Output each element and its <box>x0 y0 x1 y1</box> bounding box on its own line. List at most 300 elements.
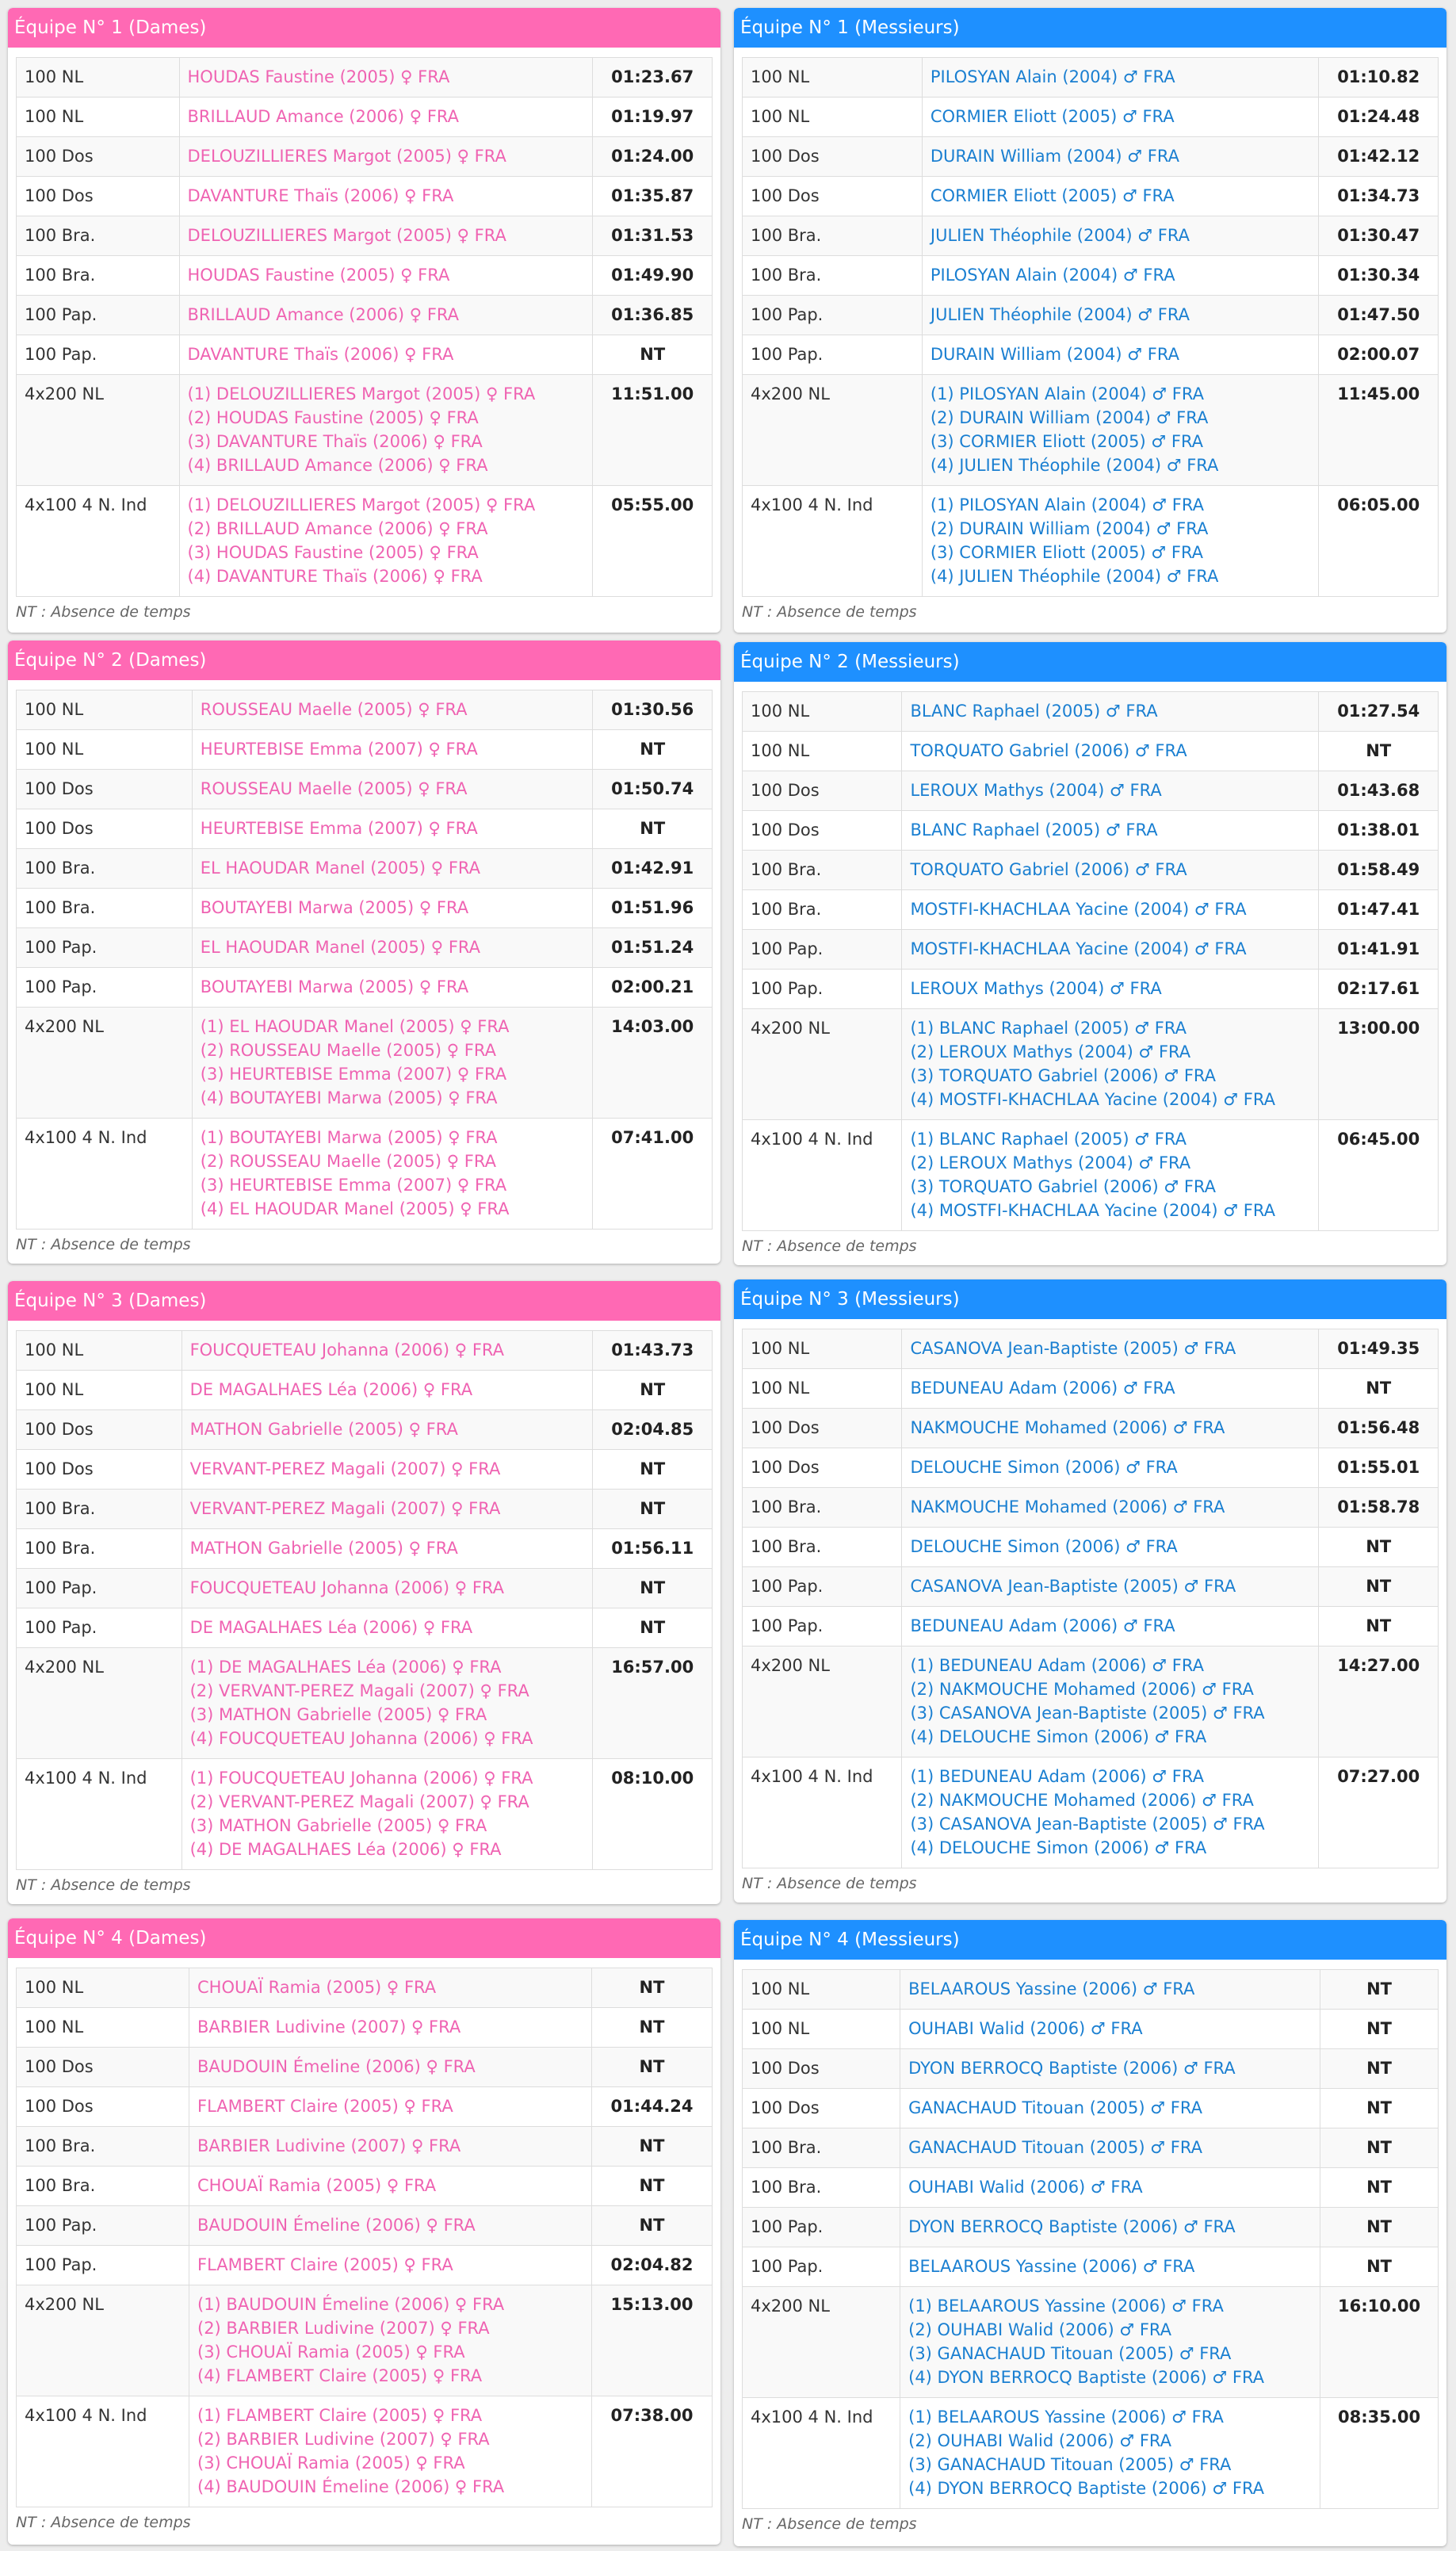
team-panel-d2 <box>8 641 720 1264</box>
time-cell: 06:05.00 <box>1319 486 1439 597</box>
team-panel-m3 <box>734 1279 1446 1903</box>
swimmer-link[interactable]: (4) BRILLAUD Amance (2006) ♀ FRA <box>187 456 488 475</box>
footnote: NT : Absence de temps <box>742 2515 917 2533</box>
swimmer-link[interactable]: (4) FLAMBERT Claire (2005) ♀ FRA <box>197 2366 483 2385</box>
time-cell: 01:38.01 <box>1319 811 1439 851</box>
swimmer-link[interactable]: (2) HOUDAS Faustine (2005) ♀ FRA <box>187 408 479 427</box>
event-cell: 100 NL <box>17 730 193 770</box>
swimmers-cell <box>922 256 1319 296</box>
swimmers-cell <box>192 730 593 770</box>
time-cell: 01:42.91 <box>593 849 713 889</box>
event-cell: 4x200 NL <box>17 375 180 486</box>
swimmer-link[interactable]: OUHABI Walid (2006) ♂ FRA <box>908 2019 1143 2038</box>
time-cell: NT <box>593 730 713 770</box>
swimmer-link[interactable]: BOUTAYEBI Marwa (2005) ♀ FRA <box>200 898 469 917</box>
time-cell: NT <box>593 1450 713 1490</box>
swimmer-link[interactable]: (1) DELOUZILLIERES Margot (2005) ♀ FRA <box>187 384 536 403</box>
swimmer-link[interactable]: (3) CHOUAÏ Ramia (2005) ♀ FRA <box>197 2343 465 2362</box>
table-row <box>17 2127 713 2167</box>
table-row <box>17 296 713 335</box>
swimmer-link[interactable]: HEURTEBISE Emma (2007) ♀ FRA <box>200 740 478 759</box>
swimmer-link[interactable]: (2) LEROUX Mathys (2004) ♂ FRA <box>910 1042 1191 1061</box>
swimmers-cell <box>189 2008 592 2048</box>
event-cell: 100 Pap. <box>17 335 180 375</box>
time-cell: 01:27.54 <box>1319 692 1439 732</box>
time-cell: NT <box>592 2008 713 2048</box>
table-row <box>743 970 1439 1009</box>
event-cell: 100 Pap. <box>743 2208 900 2247</box>
time-cell: 01:43.73 <box>593 1331 713 1371</box>
swimmers-cell <box>189 2396 592 2507</box>
swimmers-cell <box>900 2247 1320 2287</box>
swimmer-link[interactable]: (2) VERVANT-PEREZ Magali (2007) ♀ FRA <box>189 1681 529 1700</box>
swimmer-link[interactable]: (2) NAKMOUCHE Mohamed (2006) ♂ FRA <box>910 1680 1254 1699</box>
event-cell: 100 Dos <box>17 137 180 177</box>
event-cell: 100 Bra. <box>17 1490 182 1529</box>
swimmer-link[interactable]: (2) BARBIER Ludivine (2007) ♀ FRA <box>197 2319 490 2338</box>
table-row <box>17 98 713 137</box>
event-cell: 4x200 NL <box>743 1009 902 1120</box>
swimmer-link[interactable]: (3) HEURTEBISE Emma (2007) ♀ FRA <box>200 1065 507 1084</box>
team-panel-m1 <box>734 8 1446 633</box>
swimmers-cell <box>189 2167 592 2206</box>
swimmer-link[interactable]: DE MAGALHAES Léa (2006) ♀ FRA <box>189 1618 473 1637</box>
time-cell: 01:49.90 <box>593 256 713 296</box>
time-cell: 01:36.85 <box>593 296 713 335</box>
results-table <box>742 1329 1439 1868</box>
swimmers-cell <box>192 770 593 809</box>
swimmer-link[interactable]: DURAIN William (2004) ♂ FRA <box>930 147 1179 166</box>
results-table <box>742 691 1439 1231</box>
event-cell: 100 Bra. <box>17 2167 189 2206</box>
time-cell: NT <box>592 2206 713 2246</box>
time-cell: 01:51.24 <box>593 928 713 968</box>
team-title: Équipe N° 3 (Messieurs) <box>734 1279 1446 1319</box>
event-cell: 100 Pap. <box>17 968 193 1008</box>
event-cell: 4x200 NL <box>743 2287 900 2398</box>
event-cell: 100 Dos <box>743 811 902 851</box>
swimmer-link[interactable]: LEROUX Mathys (2004) ♂ FRA <box>910 979 1162 998</box>
event-cell: 100 Pap. <box>743 1607 902 1646</box>
swimmer-link[interactable]: (4) BAUDOUIN Émeline (2006) ♀ FRA <box>197 2477 505 2496</box>
swimmers-cell <box>900 2049 1320 2089</box>
swimmer-link[interactable]: BAUDOUIN Émeline (2006) ♀ FRA <box>197 2216 476 2235</box>
swimmer-link[interactable]: (3) GANACHAUD Titouan (2005) ♂ FRA <box>908 2455 1232 2474</box>
swimmer-link[interactable]: GANACHAUD Titouan (2005) ♂ FRA <box>908 2138 1202 2157</box>
swimmer-link[interactable]: (3) CASANOVA Jean-Baptiste (2005) ♂ FRA <box>910 1704 1265 1723</box>
swimmers-cell <box>902 1488 1319 1528</box>
swimmers-cell <box>922 137 1319 177</box>
swimmer-link[interactable]: (3) CASANOVA Jean-Baptiste (2005) ♂ FRA <box>910 1815 1265 1834</box>
swimmer-link[interactable]: (4) BOUTAYEBI Marwa (2005) ♀ FRA <box>200 1088 498 1107</box>
event-cell: 100 Dos <box>743 2089 900 2128</box>
swimmer-link[interactable]: BOUTAYEBI Marwa (2005) ♀ FRA <box>200 977 469 996</box>
swimmer-link[interactable]: (3) MATHON Gabrielle (2005) ♀ FRA <box>189 1816 487 1835</box>
team-title: Équipe N° 3 (Dames) <box>8 1281 720 1321</box>
swimmer-link[interactable]: (2) BARBIER Ludivine (2007) ♀ FRA <box>197 2430 490 2449</box>
swimmer-link[interactable]: MATHON Gabrielle (2005) ♀ FRA <box>189 1539 458 1558</box>
event-cell: 4x100 4 N. Ind <box>17 2396 189 2507</box>
swimmer-link[interactable]: (1) PILOSYAN Alain (2004) ♂ FRA <box>930 384 1204 403</box>
event-cell: 100 Dos <box>17 1410 182 1450</box>
event-cell: 100 Dos <box>17 177 180 216</box>
event-cell: 100 Pap. <box>17 2206 189 2246</box>
time-cell: 06:45.00 <box>1319 1120 1439 1231</box>
time-cell: 16:57.00 <box>593 1648 713 1759</box>
swimmer-link[interactable]: (1) FLAMBERT Claire (2005) ♀ FRA <box>197 2406 483 2425</box>
swimmer-link[interactable]: VERVANT-PEREZ Magali (2007) ♀ FRA <box>189 1499 501 1518</box>
event-cell: 100 Bra. <box>743 1488 902 1528</box>
swimmer-link[interactable]: (1) DELOUZILLIERES Margot (2005) ♀ FRA <box>187 495 536 514</box>
table-row <box>17 2167 713 2206</box>
swimmer-link[interactable]: (3) TORQUATO Gabriel (2006) ♂ FRA <box>910 1177 1217 1196</box>
swimmer-link[interactable]: BLANC Raphael (2005) ♂ FRA <box>910 820 1158 839</box>
results-table <box>16 690 713 1230</box>
swimmer-link[interactable]: (1) FOUCQUETEAU Johanna (2006) ♀ FRA <box>189 1769 533 1788</box>
swimmer-link[interactable]: (2) BRILLAUD Amance (2006) ♀ FRA <box>187 519 488 538</box>
swimmer-link[interactable]: (3) GANACHAUD Titouan (2005) ♂ FRA <box>908 2344 1232 2363</box>
swimmer-link[interactable]: (4) EL HAOUDAR Manel (2005) ♀ FRA <box>200 1199 510 1218</box>
swimmer-link[interactable]: (3) DAVANTURE Thaïs (2006) ♀ FRA <box>187 432 483 451</box>
results-table <box>16 1330 713 1870</box>
swimmer-link[interactable]: (1) EL HAOUDAR Manel (2005) ♀ FRA <box>200 1017 510 1036</box>
event-cell: 100 Pap. <box>17 1569 182 1608</box>
swimmer-link[interactable]: DELOUZILLIERES Margot (2005) ♀ FRA <box>187 147 506 166</box>
swimmers-cell <box>179 216 593 256</box>
swimmer-link[interactable]: DELOUCHE Simon (2006) ♂ FRA <box>910 1458 1178 1477</box>
swimmer-link[interactable]: VERVANT-PEREZ Magali (2007) ♀ FRA <box>189 1459 501 1478</box>
time-cell: 01:43.68 <box>1319 771 1439 811</box>
event-cell: 100 Bra. <box>743 851 902 890</box>
swimmers-cell <box>182 1569 593 1608</box>
swimmer-link[interactable]: (4) JULIEN Théophile (2004) ♂ FRA <box>930 456 1219 475</box>
table-row <box>17 690 713 730</box>
table-row <box>17 58 713 98</box>
swimmer-link[interactable]: ROUSSEAU Maelle (2005) ♀ FRA <box>200 700 468 719</box>
swimmer-link[interactable]: HEURTEBISE Emma (2007) ♀ FRA <box>200 819 478 838</box>
time-cell: 01:23.67 <box>593 58 713 98</box>
swimmer-link[interactable]: BELAAROUS Yassine (2006) ♂ FRA <box>908 2257 1195 2276</box>
swimmers-cell <box>179 177 593 216</box>
swimmers-cell <box>902 1009 1319 1120</box>
event-cell: 100 Dos <box>17 2087 189 2127</box>
swimmer-link[interactable]: HOUDAS Faustine (2005) ♀ FRA <box>187 266 450 285</box>
swimmers-cell <box>902 1757 1319 1868</box>
swimmer-link[interactable]: (2) ROUSSEAU Maelle (2005) ♀ FRA <box>200 1041 496 1060</box>
table-row <box>17 1968 713 2008</box>
team-title: Équipe N° 2 (Dames) <box>8 641 720 680</box>
time-cell: 01:56.11 <box>593 1529 713 1569</box>
swimmers-cell <box>179 486 593 597</box>
time-cell: NT <box>1319 1607 1439 1646</box>
swimmer-link[interactable]: BEDUNEAU Adam (2006) ♂ FRA <box>910 1379 1175 1398</box>
time-cell: NT <box>1320 2089 1439 2128</box>
results-table <box>16 1968 713 2507</box>
table-row <box>17 1490 713 1529</box>
event-cell: 100 NL <box>743 1369 902 1409</box>
swimmer-link[interactable]: (4) MOSTFI-KHACHLAA Yacine (2004) ♂ FRA <box>910 1090 1275 1109</box>
swimmer-link[interactable]: MOSTFI-KHACHLAA Yacine (2004) ♂ FRA <box>910 939 1247 958</box>
swimmer-link[interactable]: DELOUZILLIERES Margot (2005) ♀ FRA <box>187 226 506 245</box>
team-title: Équipe N° 1 (Messieurs) <box>734 8 1446 48</box>
swimmer-link[interactable]: HOUDAS Faustine (2005) ♀ FRA <box>187 67 450 86</box>
swimmers-cell <box>902 1120 1319 1231</box>
swimmer-link[interactable]: (3) HEURTEBISE Emma (2007) ♀ FRA <box>200 1176 507 1195</box>
swimmer-link[interactable]: OUHABI Walid (2006) ♂ FRA <box>908 2178 1143 2197</box>
event-cell: 100 Dos <box>743 137 923 177</box>
swimmer-link[interactable]: (3) CHOUAÏ Ramia (2005) ♀ FRA <box>197 2453 465 2473</box>
swimmer-link[interactable]: (4) DE MAGALHAES Léa (2006) ♀ FRA <box>189 1840 502 1859</box>
swimmer-link[interactable]: BARBIER Ludivine (2007) ♀ FRA <box>197 2136 461 2155</box>
swimmers-cell <box>900 1970 1320 2010</box>
table-row <box>743 177 1439 216</box>
swimmer-link[interactable]: DE MAGALHAES Léa (2006) ♀ FRA <box>189 1380 473 1399</box>
swimmer-link[interactable]: (1) BELAAROUS Yassine (2006) ♂ FRA <box>908 2297 1224 2316</box>
swimmer-link[interactable]: (2) DURAIN William (2004) ♂ FRA <box>930 519 1209 538</box>
team-panel-d4 <box>8 1918 720 2545</box>
event-cell: 100 Bra. <box>743 216 923 256</box>
swimmers-cell <box>902 851 1319 890</box>
swimmer-link[interactable]: (4) DELOUCHE Simon (2006) ♂ FRA <box>910 1727 1207 1746</box>
swimmer-link[interactable]: (3) HOUDAS Faustine (2005) ♀ FRA <box>187 543 479 562</box>
swimmer-link[interactable]: (2) LEROUX Mathys (2004) ♂ FRA <box>910 1153 1191 1172</box>
swimmers-cell <box>182 1759 593 1870</box>
time-cell: 01:58.78 <box>1319 1488 1439 1528</box>
time-cell: NT <box>1319 1528 1439 1567</box>
table-row <box>17 730 713 770</box>
event-cell: 4x100 4 N. Ind <box>17 1759 182 1870</box>
swimmers-cell <box>192 690 593 730</box>
time-cell: 01:47.41 <box>1319 890 1439 930</box>
swimmer-link[interactable]: MATHON Gabrielle (2005) ♀ FRA <box>189 1420 458 1439</box>
table-row <box>743 811 1439 851</box>
table-row <box>743 375 1439 486</box>
swimmers-cell <box>900 2168 1320 2208</box>
swimmer-link[interactable]: CORMIER Eliott (2005) ♂ FRA <box>930 107 1175 126</box>
swimmer-link[interactable]: CHOUAÏ Ramia (2005) ♀ FRA <box>197 1978 437 1997</box>
time-cell: 01:19.97 <box>593 98 713 137</box>
swimmers-cell <box>902 811 1319 851</box>
swimmer-link[interactable]: DAVANTURE Thaïs (2006) ♀ FRA <box>187 345 454 364</box>
table-row <box>17 137 713 177</box>
swimmer-link[interactable]: (3) TORQUATO Gabriel (2006) ♂ FRA <box>910 1066 1217 1085</box>
swimmer-link[interactable]: (4) JULIEN Théophile (2004) ♂ FRA <box>930 567 1219 586</box>
swimmers-cell <box>189 2127 592 2167</box>
swimmer-link[interactable]: DAVANTURE Thaïs (2006) ♀ FRA <box>187 186 454 205</box>
swimmer-link[interactable]: DYON BERROCQ Baptiste (2006) ♂ FRA <box>908 2217 1236 2236</box>
swimmer-link[interactable]: DYON BERROCQ Baptiste (2006) ♂ FRA <box>908 2059 1236 2078</box>
swimmer-link[interactable]: (4) DYON BERROCQ Baptiste (2006) ♂ FRA <box>908 2368 1265 2387</box>
swimmer-link[interactable]: (2) VERVANT-PEREZ Magali (2007) ♀ FRA <box>189 1792 529 1811</box>
swimmer-link[interactable]: (1) PILOSYAN Alain (2004) ♂ FRA <box>930 495 1204 514</box>
swimmer-link[interactable]: NAKMOUCHE Mohamed (2006) ♂ FRA <box>910 1418 1225 1437</box>
swimmer-link[interactable]: LEROUX Mathys (2004) ♂ FRA <box>910 781 1162 800</box>
swimmers-cell <box>179 335 593 375</box>
event-cell: 100 Dos <box>743 1448 902 1488</box>
table-row <box>17 2048 713 2087</box>
event-cell: 100 Dos <box>743 177 923 216</box>
swimmer-link[interactable]: BLANC Raphael (2005) ♂ FRA <box>910 702 1158 721</box>
table-row <box>17 1608 713 1648</box>
footnote: NT : Absence de temps <box>16 2514 191 2531</box>
table-row <box>743 851 1439 890</box>
swimmer-link[interactable]: (1) BEDUNEAU Adam (2006) ♂ FRA <box>910 1767 1204 1786</box>
swimmer-link[interactable]: TORQUATO Gabriel (2006) ♂ FRA <box>910 741 1187 760</box>
swimmer-link[interactable]: BRILLAUD Amance (2006) ♀ FRA <box>187 107 460 126</box>
time-cell: NT <box>593 1490 713 1529</box>
table-row <box>17 1529 713 1569</box>
swimmer-link[interactable]: (3) MATHON Gabrielle (2005) ♀ FRA <box>189 1705 487 1724</box>
swimmers-cell <box>192 1119 593 1230</box>
swimmers-cell <box>179 256 593 296</box>
event-cell: 100 Pap. <box>17 296 180 335</box>
footnote: NT : Absence de temps <box>16 1876 191 1894</box>
time-cell: 08:10.00 <box>593 1759 713 1870</box>
swimmer-link[interactable]: BAUDOUIN Émeline (2006) ♀ FRA <box>197 2057 476 2076</box>
swimmer-link[interactable]: (2) OUHABI Walid (2006) ♂ FRA <box>908 2431 1172 2450</box>
swimmer-link[interactable]: ROUSSEAU Maelle (2005) ♀ FRA <box>200 779 468 798</box>
swimmer-link[interactable]: (1) DE MAGALHAES Léa (2006) ♀ FRA <box>189 1658 502 1677</box>
swimmer-link[interactable]: (4) FOUCQUETEAU Johanna (2006) ♀ FRA <box>189 1729 533 1748</box>
results-table <box>16 57 713 597</box>
swimmer-link[interactable]: CHOUAÏ Ramia (2005) ♀ FRA <box>197 2176 437 2195</box>
swimmer-link[interactable]: CASANOVA Jean-Baptiste (2005) ♂ FRA <box>910 1577 1236 1596</box>
swimmers-cell <box>900 2089 1320 2128</box>
swimmer-link[interactable]: PILOSYAN Alain (2004) ♂ FRA <box>930 266 1175 285</box>
table-row <box>743 930 1439 970</box>
time-cell: 01:41.91 <box>1319 930 1439 970</box>
swimmer-link[interactable]: BRILLAUD Amance (2006) ♀ FRA <box>187 305 460 324</box>
swimmers-cell <box>902 1409 1319 1448</box>
event-cell: 100 NL <box>743 732 902 771</box>
swimmer-link[interactable]: (4) DYON BERROCQ Baptiste (2006) ♂ FRA <box>908 2479 1265 2498</box>
time-cell: NT <box>1319 1567 1439 1607</box>
swimmers-cell <box>179 98 593 137</box>
swimmers-cell <box>182 1331 593 1371</box>
swimmer-link[interactable]: BELAAROUS Yassine (2006) ♂ FRA <box>908 1979 1195 1998</box>
swimmer-link[interactable]: (2) DURAIN William (2004) ♂ FRA <box>930 408 1209 427</box>
swimmers-cell <box>182 1529 593 1569</box>
time-cell: NT <box>1320 2128 1439 2168</box>
swimmer-link[interactable]: BARBIER Ludivine (2007) ♀ FRA <box>197 2017 461 2037</box>
swimmer-link[interactable]: TORQUATO Gabriel (2006) ♂ FRA <box>910 860 1187 879</box>
swimmers-cell <box>902 930 1319 970</box>
time-cell: NT <box>593 1371 713 1410</box>
swimmers-cell <box>192 889 593 928</box>
swimmer-link[interactable]: JULIEN Théophile (2004) ♂ FRA <box>930 305 1190 324</box>
time-cell: NT <box>593 1608 713 1648</box>
swimmer-link[interactable]: (2) ROUSSEAU Maelle (2005) ♀ FRA <box>200 1152 496 1171</box>
swimmer-link[interactable]: BEDUNEAU Adam (2006) ♂ FRA <box>910 1616 1175 1635</box>
swimmer-link[interactable]: (1) BLANC Raphael (2005) ♂ FRA <box>910 1019 1187 1038</box>
swimmer-link[interactable]: FOUCQUETEAU Johanna (2006) ♀ FRA <box>189 1578 505 1597</box>
table-row <box>743 1369 1439 1409</box>
swimmer-link[interactable]: (1) BELAAROUS Yassine (2006) ♂ FRA <box>908 2408 1224 2427</box>
swimmers-cell <box>189 2246 592 2285</box>
event-cell: 100 NL <box>17 690 193 730</box>
swimmer-link[interactable]: EL HAOUDAR Manel (2005) ♀ FRA <box>200 938 481 957</box>
swimmers-cell <box>189 2087 592 2127</box>
table-row <box>17 928 713 968</box>
swimmer-link[interactable]: (2) OUHABI Walid (2006) ♂ FRA <box>908 2320 1172 2339</box>
swimmer-link[interactable]: JULIEN Théophile (2004) ♂ FRA <box>930 226 1190 245</box>
swimmer-link[interactable]: CORMIER Eliott (2005) ♂ FRA <box>930 186 1175 205</box>
event-cell: 100 Bra. <box>743 2128 900 2168</box>
swimmer-link[interactable]: MOSTFI-KHACHLAA Yacine (2004) ♂ FRA <box>910 900 1247 919</box>
swimmer-link[interactable]: CASANOVA Jean-Baptiste (2005) ♂ FRA <box>910 1339 1236 1358</box>
swimmers-cell <box>900 2287 1320 2398</box>
table-row <box>743 1757 1439 1868</box>
swimmers-cell <box>900 2128 1320 2168</box>
event-cell: 100 Dos <box>17 2048 189 2087</box>
swimmers-cell <box>192 849 593 889</box>
time-cell: 01:31.53 <box>593 216 713 256</box>
table-row <box>743 1488 1439 1528</box>
swimmer-link[interactable]: DURAIN William (2004) ♂ FRA <box>930 345 1179 364</box>
swimmer-link[interactable]: (1) BLANC Raphael (2005) ♂ FRA <box>910 1130 1187 1149</box>
results-table <box>742 1969 1439 2509</box>
swimmer-link[interactable]: (3) CORMIER Eliott (2005) ♂ FRA <box>930 432 1204 451</box>
swimmers-cell <box>902 692 1319 732</box>
table-row <box>743 692 1439 732</box>
event-cell: 4x100 4 N. Ind <box>743 2398 900 2509</box>
swimmer-link[interactable]: (1) BAUDOUIN Émeline (2006) ♀ FRA <box>197 2295 505 2314</box>
swimmer-link[interactable]: (4) DAVANTURE Thaïs (2006) ♀ FRA <box>187 567 483 586</box>
swimmers-cell <box>922 216 1319 256</box>
event-cell: 100 NL <box>743 1970 900 2010</box>
table-row <box>743 1607 1439 1646</box>
event-cell: 100 Pap. <box>743 296 923 335</box>
swimmer-link[interactable]: (2) NAKMOUCHE Mohamed (2006) ♂ FRA <box>910 1791 1254 1810</box>
swimmer-link[interactable]: (4) MOSTFI-KHACHLAA Yacine (2004) ♂ FRA <box>910 1201 1275 1220</box>
time-cell: 01:56.48 <box>1319 1409 1439 1448</box>
table-row <box>17 889 713 928</box>
time-cell: NT <box>1320 2208 1439 2247</box>
event-cell: 4x100 4 N. Ind <box>17 486 180 597</box>
team-panel-m4 <box>734 1920 1446 2546</box>
table-row <box>743 98 1439 137</box>
swimmer-link[interactable]: EL HAOUDAR Manel (2005) ♀ FRA <box>200 859 481 878</box>
swimmer-link[interactable]: FOUCQUETEAU Johanna (2006) ♀ FRA <box>189 1341 505 1360</box>
swimmer-link[interactable]: (3) CORMIER Eliott (2005) ♂ FRA <box>930 543 1204 562</box>
time-cell: 01:30.47 <box>1319 216 1439 256</box>
time-cell: 11:51.00 <box>593 375 713 486</box>
swimmers-cell <box>922 98 1319 137</box>
time-cell: 02:00.21 <box>593 968 713 1008</box>
table-row <box>17 2285 713 2396</box>
swimmer-link[interactable]: GANACHAUD Titouan (2005) ♂ FRA <box>908 2098 1202 2117</box>
event-cell: 100 Pap. <box>743 1567 902 1607</box>
swimmer-link[interactable]: (4) DELOUCHE Simon (2006) ♂ FRA <box>910 1838 1207 1857</box>
time-cell: 14:03.00 <box>593 1008 713 1119</box>
event-cell: 100 NL <box>17 1331 182 1371</box>
swimmers-cell <box>189 1968 592 2008</box>
swimmer-link[interactable]: (1) BOUTAYEBI Marwa (2005) ♀ FRA <box>200 1128 498 1147</box>
swimmer-link[interactable]: (1) BEDUNEAU Adam (2006) ♂ FRA <box>910 1656 1204 1675</box>
swimmer-link[interactable]: DELOUCHE Simon (2006) ♂ FRA <box>910 1537 1178 1556</box>
swimmer-link[interactable]: NAKMOUCHE Mohamed (2006) ♂ FRA <box>910 1497 1225 1516</box>
table-row <box>743 296 1439 335</box>
table-row <box>743 2247 1439 2287</box>
swimmer-link[interactable]: PILOSYAN Alain (2004) ♂ FRA <box>930 67 1175 86</box>
table-row <box>743 486 1439 597</box>
team-title: Équipe N° 1 (Dames) <box>8 8 720 48</box>
footnote: NT : Absence de temps <box>16 1236 191 1253</box>
swimmer-link[interactable]: FLAMBERT Claire (2005) ♀ FRA <box>197 2255 453 2274</box>
time-cell: 01:24.48 <box>1319 98 1439 137</box>
swimmers-cell <box>189 2048 592 2087</box>
swimmer-link[interactable]: FLAMBERT Claire (2005) ♀ FRA <box>197 2097 453 2116</box>
